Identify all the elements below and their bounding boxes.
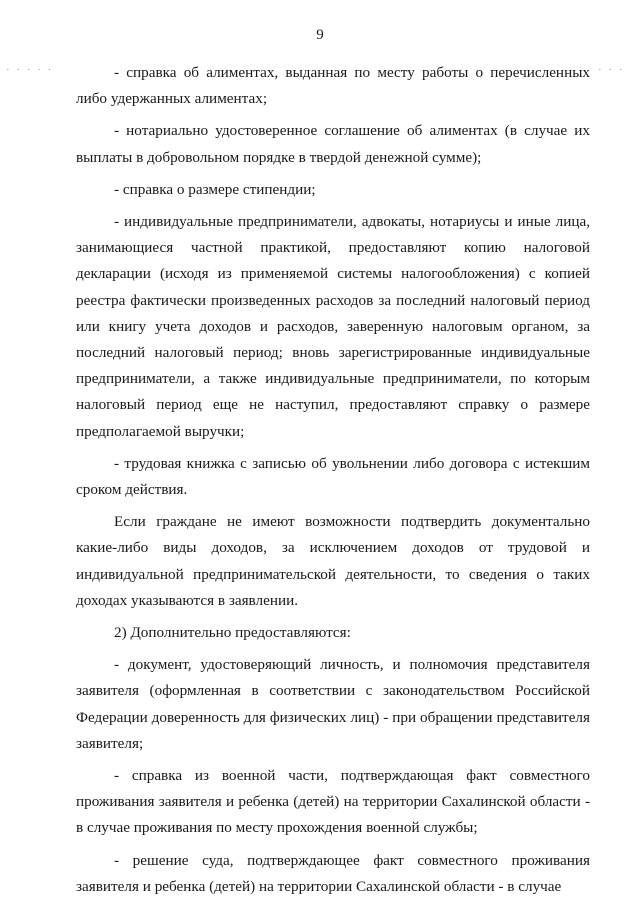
document-body — [76, 60, 590, 900]
paragraph-alimony-agreement: - нотариально удостоверенное соглашение об алиментах (в случае их выплаты в добровольном порядке в твердой денежной сумме); — [76, 122, 590, 166]
paragraph-undocumented-income: Если граждане не имеют возможности подтвердить документально какие-либо виды доходов, за исключением доходов от трудовой и индивидуальной предпринимательской деятельности, то сведения о таких доходах указываются в заявлении. — [76, 513, 590, 609]
scan-artifact-left: · · · · · — [6, 64, 54, 76]
paragraph-court-decision: - решение суда, подтверждающее факт совместного проживания заявителя и ребенка (детей) на территории Сахалинской области - в случае — [76, 851, 590, 895]
paragraph-stipend-certificate: - справка о размере стипендии; — [114, 180, 316, 198]
paragraph-military-certificate: - справка из военной части, подтверждающая факт совместного проживания заявителя и ребенка (детей) на территории Сахалинской области - в случае проживания по месту прохождения военной службы; — [76, 767, 590, 837]
paragraph-additional-heading: 2) Дополнительно предоставляются: — [114, 624, 351, 642]
page-number: 9 — [316, 27, 324, 43]
paragraph-entrepreneurs: - индивидуальные предприниматели, адвокаты, нотариусы и иные лица, занимающиеся частной практикой, предоставляют копию налоговой декларации (исходя из применяемой системы налогообложения) с копией реестра фактически произведенных расходов за последний налоговый период или книгу учета доходов и расходов, заверенную налоговым органом, за последний налоговый период; вновь зарегистрированные индивидуальные предприниматели, а также индивидуальные предприниматели, по которым налоговый период еще не наступил, предоставляют справку о размере предполагаемой выручки; — [76, 213, 590, 440]
paragraph-employment-record: - трудовая книжка с записью об увольнении либо договора с истекшим сроком действия. — [76, 454, 590, 499]
paragraph-alimony-certificate: - справка об алиментах, выданная по месту работы о перечисленных либо удержанных алиментах; — [76, 64, 590, 108]
paragraph-identity-document: - документ, удостоверяющий личность, и полномочия представителя заявителя (оформленная в соответствии с законодательством Российской Федерации доверенность для физических лиц) - при обращении представителя заявителя; — [76, 656, 590, 752]
scan-artifact-right: · · · — [598, 64, 625, 76]
